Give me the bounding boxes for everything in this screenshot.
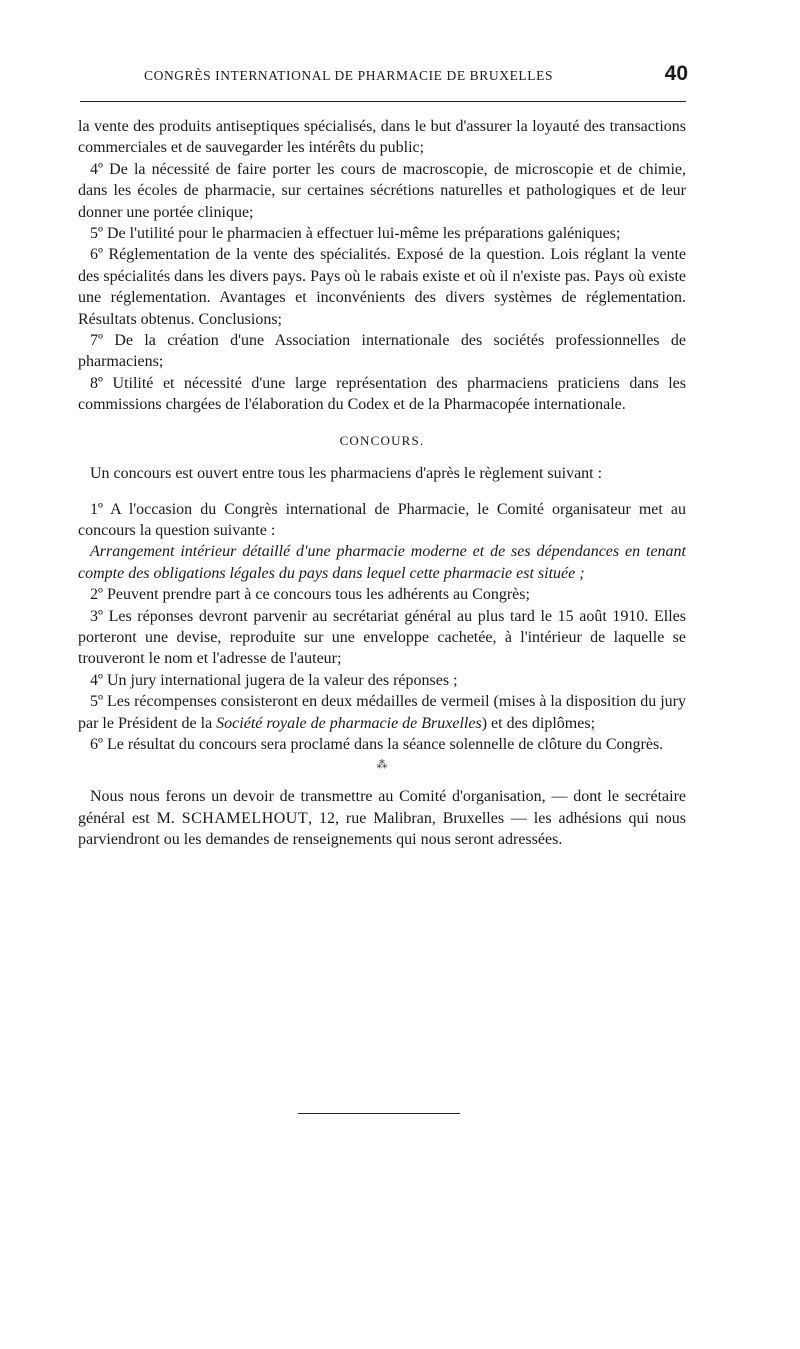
rule-item-6: 6º Le résultat du concours sera proclamé dans la séance solennelle de clôture du Congrès. bbox=[90, 735, 664, 753]
closing-paragraph bbox=[78, 786, 686, 850]
society-name: Société royale de pharmacie de Bruxelles bbox=[216, 714, 482, 732]
end-rule bbox=[298, 1113, 460, 1114]
rule-item-3: 3º Les réponses devront parvenir au secrétariat général au plus tard le 15 août 1910. Elles porteront une devise, reproduite sur une enveloppe cachetée, à l'intérieur de laquelle se trouveront le nom et l'adresse de l'auteur; bbox=[78, 607, 686, 668]
asterism: ⁂ bbox=[376, 759, 388, 772]
page-body bbox=[78, 116, 686, 851]
running-title: CONGRÈS INTERNATIONAL DE PHARMACIE DE BRUXELLES bbox=[144, 68, 554, 83]
page-header bbox=[78, 64, 688, 90]
header-rule bbox=[80, 101, 686, 102]
section-title-concours: CONCOURS. bbox=[339, 432, 425, 448]
contest-intro: Un concours est ouvert entre tous les pharmaciens d'après le règlement suivant : bbox=[90, 465, 603, 483]
contest-question: Arrangement intérieur détaillé d'une pharmacie moderne et de ses dépendances en tenant compte des obligations légales du pays dans lequel cette pharmacie est située ; bbox=[78, 543, 686, 582]
list-item-4: 4º De la nécessité de faire porter les cours de macroscopie, de microscopie et de chimie, dans les écoles de pharmacie, sur certaines sécrétions naturelles et pathologiques et de leur donner une portée clinique; bbox=[78, 160, 686, 221]
rule-item-5-text-a: 5º Les récompenses consisteront en deux médailles de vermeil (mises à la disposition du jury par le Président de la bbox=[78, 693, 686, 732]
closing-text-b: , 12, rue Malibran, Bruxelles — les adhésions qui nous parviendront ou les demandes de renseignements qui nous seront adressées. bbox=[78, 809, 687, 849]
list-item-6: 6º Réglementation de la vente des spécialités. Exposé de la question. Lois réglant la vente des spécialités dans les divers pays. Pays où le rabais existe et où il n'existe pas. Pays où existe une réglementation. Avantages et inconvénients des divers systèmes de réglementation. Résultats obtenus. Conclusions; bbox=[78, 246, 686, 328]
closing-text-a: Nous nous ferons un devoir de transmettre au Comité d'organisation, — dont le secrétaire général est M. bbox=[78, 788, 686, 827]
paragraph-continuation: la vente des produits antiseptiques spécialisés, dans le but d'assurer la loyauté des transactions commerciales et de sauvegarder les intérêts du public; bbox=[78, 118, 686, 157]
rule-item-4: 4º Un jury international jugera de la valeur des réponses ; bbox=[90, 671, 458, 689]
list-item-7: 7º De la création d'une Association internationale des sociétés professionnelles de pharmaciens; bbox=[78, 332, 686, 371]
rule-item-2: 2º Peuvent prendre part à ce concours tous les adhérents au Congrès; bbox=[90, 586, 530, 604]
list-item-8: 8º Utilité et nécessité d'une large représentation des pharmaciens praticiens dans les commissions chargées de l'élaboration du Codex et de la Pharmacopée internationale. bbox=[78, 374, 686, 414]
rule-item-1: 1º A l'occasion du Congrès international de Pharmacie, le Comité organisateur met au concours la question suivante : bbox=[78, 500, 686, 539]
secretary-name: SCHAMELHOUT bbox=[181, 809, 309, 827]
rule-item-5 bbox=[78, 691, 686, 734]
list-item-5: 5º De l'utilité pour le pharmacien à effectuer lui-même les préparations galéniques; bbox=[90, 225, 621, 243]
page-number: 40 bbox=[664, 62, 688, 85]
rule-item-5-text-b: ) et des diplômes; bbox=[481, 714, 596, 732]
